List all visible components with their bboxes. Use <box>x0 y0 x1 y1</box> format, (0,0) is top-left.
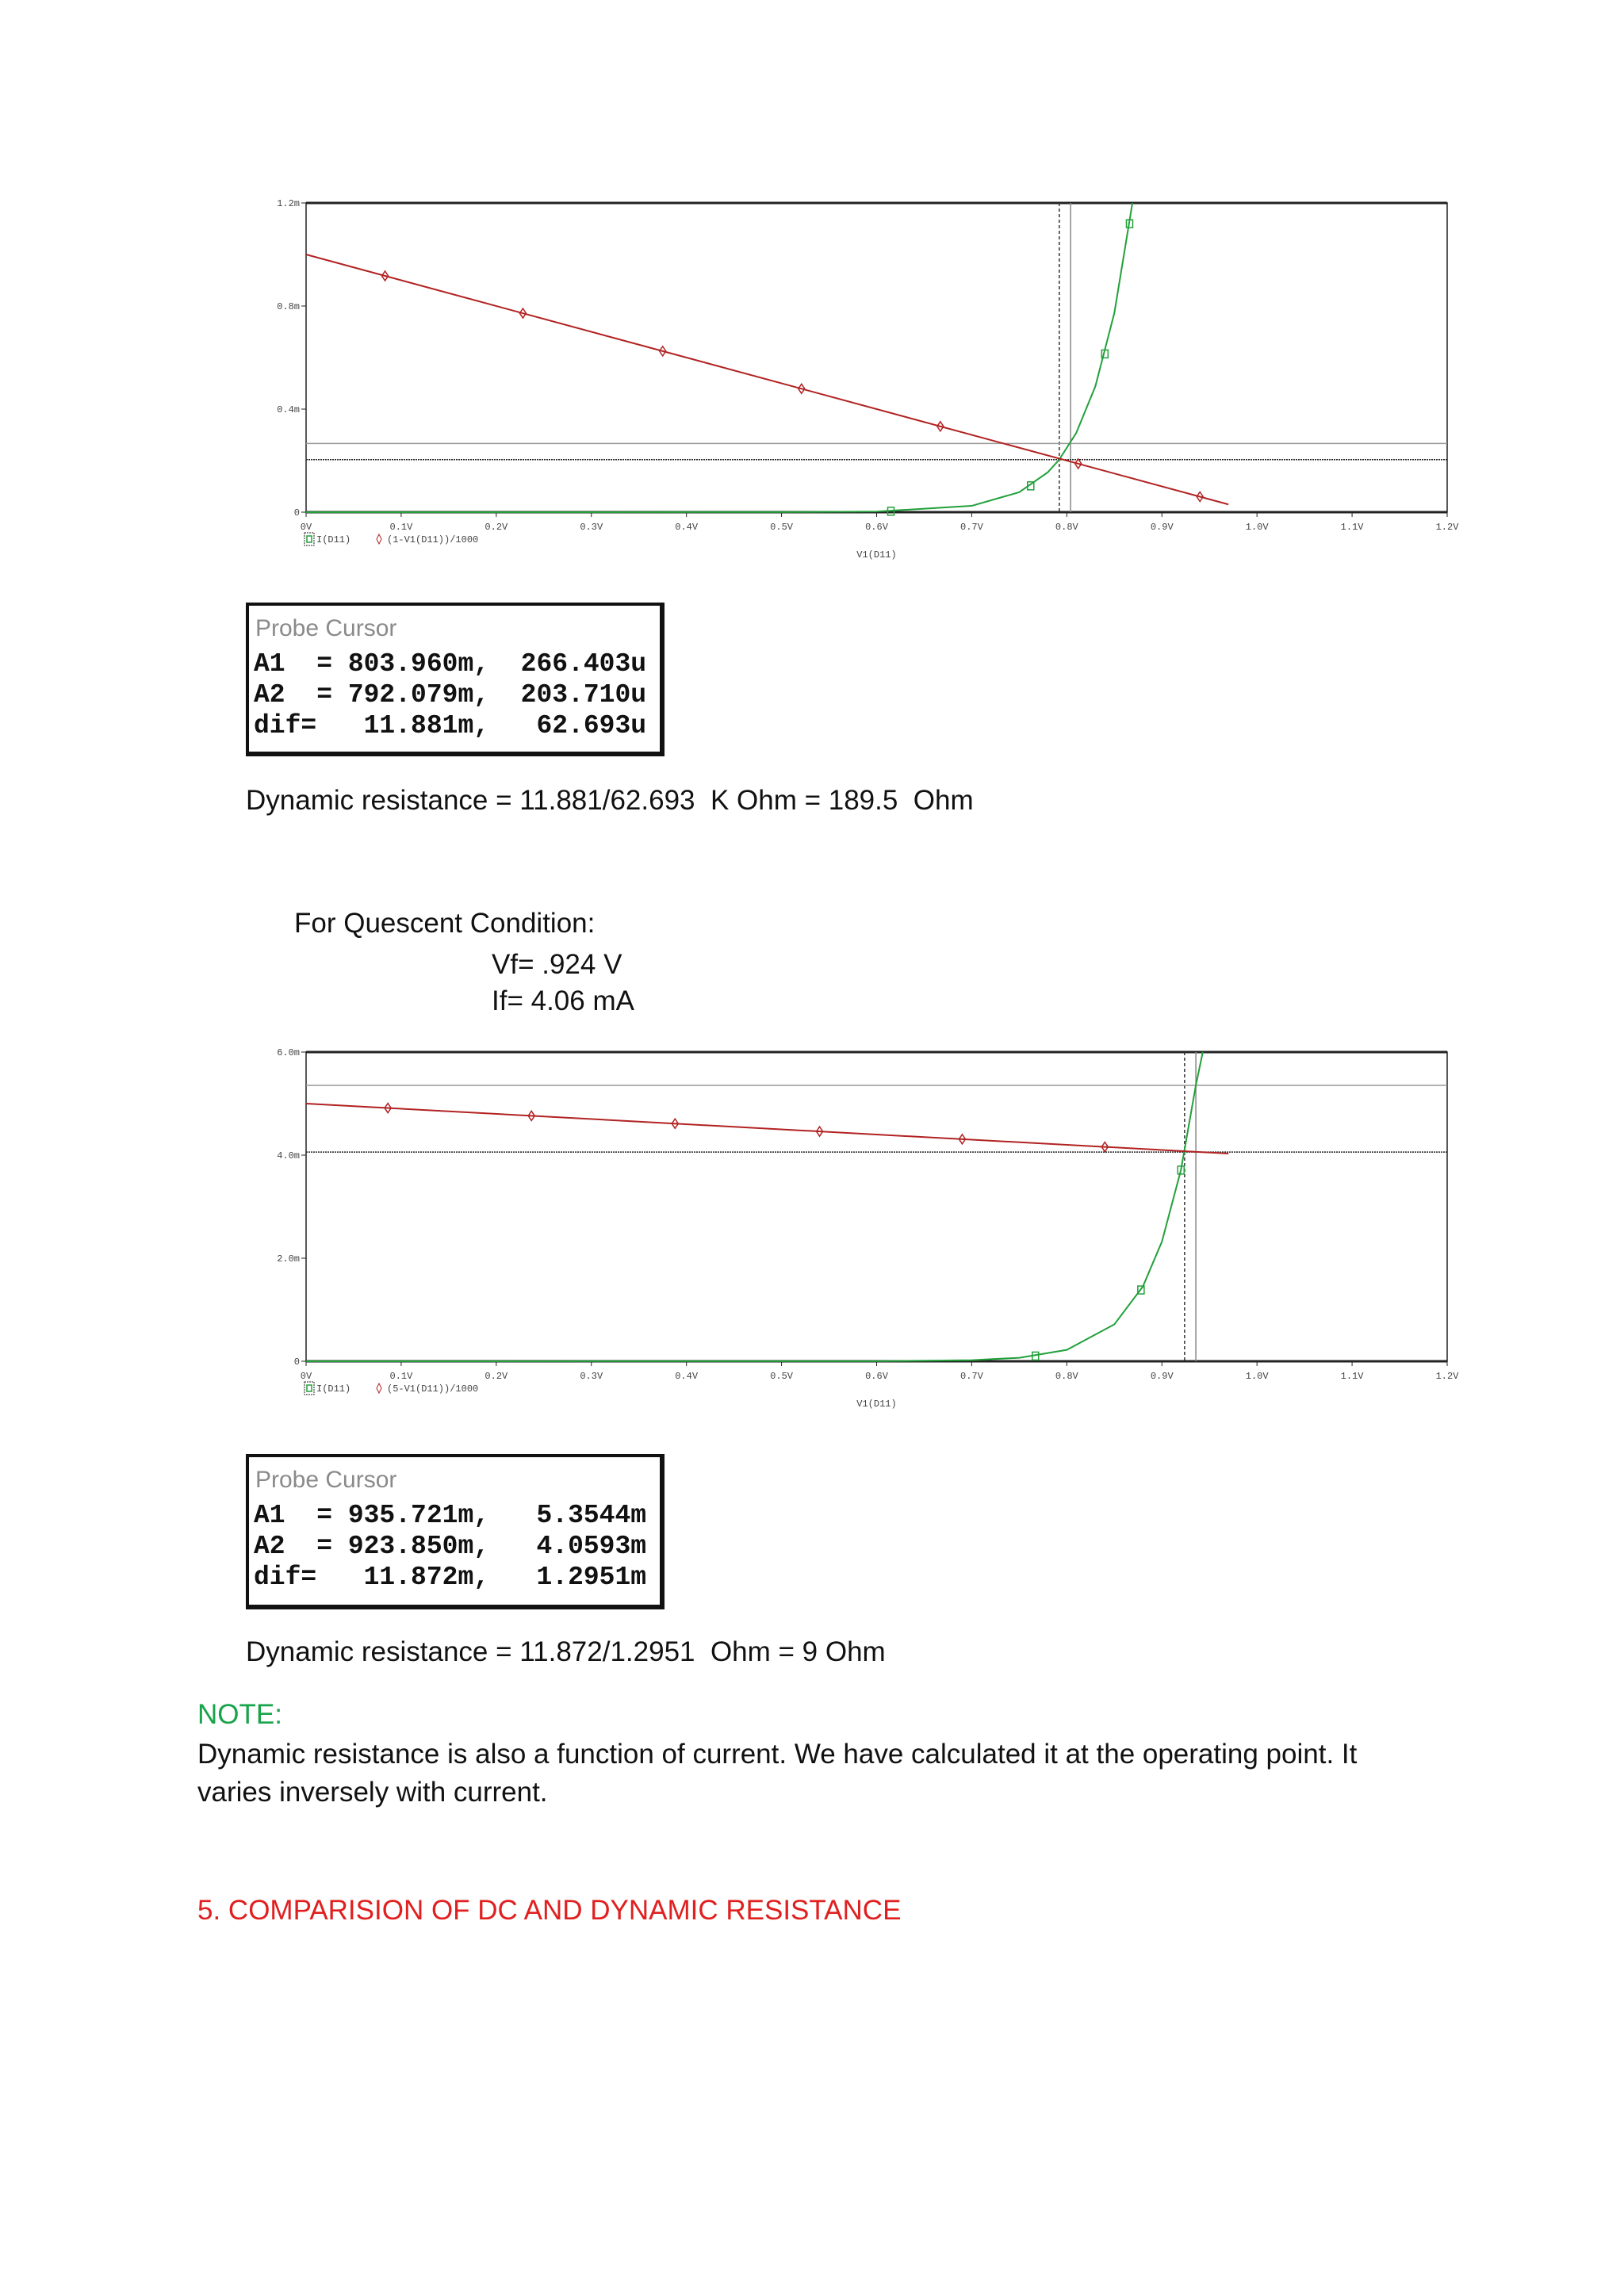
x-tick-label: 1.2V <box>1435 522 1459 533</box>
load-line-chart-1 <box>238 187 1475 568</box>
series-line-diamond <box>306 254 1228 504</box>
legend-label: (5-V1(D11))/1000 <box>387 1383 479 1395</box>
x-tick-label: 0.5V <box>770 522 793 533</box>
vf-value: Vf= .924 V <box>492 949 622 980</box>
y-tick-label: 2.0m <box>277 1253 300 1265</box>
x-tick-label: 0.8V <box>1055 522 1078 533</box>
series-line-square <box>306 203 1132 512</box>
load-line-chart-2 <box>238 1036 1475 1417</box>
x-tick-label: 1.1V <box>1340 1371 1364 1382</box>
x-tick-label: 0.1V <box>389 1371 413 1382</box>
x-tick-label: 0.7V <box>960 522 983 533</box>
y-tick-label: 0 <box>293 1357 300 1368</box>
x-tick-label: 1.1V <box>1340 522 1364 533</box>
plot-frame <box>306 1052 1447 1361</box>
legend-square-icon <box>307 536 312 542</box>
y-tick-label: 0.4m <box>277 404 300 415</box>
x-tick-label: 0.4V <box>675 522 699 533</box>
note-line-1: Dynamic resistance is also a function of current. We have calculated it at the operating point. It <box>197 1739 1358 1770</box>
legend-label: I(D11) <box>316 534 351 545</box>
probe-cursor-title: Probe Cursor <box>255 615 397 641</box>
legend-diamond-icon <box>377 534 381 544</box>
probe-cursor-title: Probe Cursor <box>255 1467 397 1493</box>
series-line-diamond <box>306 1104 1228 1154</box>
probe-cursor-panel-1 <box>246 603 665 756</box>
y-tick-label: 4.0m <box>277 1150 300 1161</box>
y-tick-label: 6.0m <box>277 1047 300 1058</box>
probe-cursor-panel-2 <box>246 1454 665 1609</box>
x-tick-label: 0.7V <box>960 1371 983 1382</box>
legend-diamond-icon <box>377 1383 381 1393</box>
x-tick-label: 0.6V <box>865 522 888 533</box>
x-tick-label: 0.3V <box>580 1371 603 1382</box>
x-tick-label: 1.0V <box>1245 1371 1269 1382</box>
y-tick-label: 1.2m <box>277 198 300 209</box>
x-tick-label: 0.4V <box>675 1371 699 1382</box>
series-line-square <box>306 1052 1203 1361</box>
plot-frame <box>306 203 1447 512</box>
if-value: If= 4.06 mA <box>492 985 634 1016</box>
x-tick-label: 0.2V <box>485 522 508 533</box>
probe-row-a1: A1 = 935.721m, 5.3544m <box>254 1501 647 1530</box>
x-tick-label: 0.5V <box>770 1371 793 1382</box>
y-tick-label: 0 <box>293 507 300 519</box>
x-tick-label: 0.9V <box>1150 1371 1174 1382</box>
x-axis-label: V1(D11) <box>856 549 897 561</box>
probe-row-dif: dif= 11.872m, 1.2951m <box>254 1563 647 1592</box>
legend-focus-box <box>304 1382 314 1395</box>
x-tick-label: 0.8V <box>1055 1371 1078 1382</box>
legend-focus-box <box>304 533 314 545</box>
dynamic-resistance-result-2: Dynamic resistance = 11.872/1.2951 Ohm = 9 Ohm <box>246 1636 886 1667</box>
note-label: NOTE: <box>197 1699 282 1730</box>
x-tick-label: 0.1V <box>389 522 413 533</box>
legend-label: I(D11) <box>316 1383 351 1395</box>
x-tick-label: 0.2V <box>485 1371 508 1382</box>
x-tick-label: 0.9V <box>1150 522 1174 533</box>
section-heading: 5. COMPARISION OF DC AND DYNAMIC RESISTANCE <box>197 1895 902 1926</box>
note-line-2: varies inversely with current. <box>197 1777 548 1808</box>
dynamic-resistance-result-1: Dynamic resistance = 11.881/62.693 K Ohm = 189.5 Ohm <box>246 785 974 816</box>
x-tick-label: 0.6V <box>865 1371 888 1382</box>
probe-row-a2: A2 = 923.850m, 4.0593m <box>254 1532 647 1561</box>
probe-row-a2: A2 = 792.079m, 203.710u <box>254 680 647 710</box>
x-tick-label: 0.3V <box>580 522 603 533</box>
quiescent-heading: For Quescent Condition: <box>294 908 596 939</box>
probe-row-dif: dif= 11.881m, 62.693u <box>254 711 647 740</box>
legend-square-icon <box>307 1385 312 1391</box>
x-tick-label: 1.2V <box>1435 1371 1459 1382</box>
x-tick-label: 0V <box>300 522 312 533</box>
probe-row-a1: A1 = 803.960m, 266.403u <box>254 649 647 679</box>
y-tick-label: 0.8m <box>277 301 300 312</box>
x-axis-label: V1(D11) <box>856 1399 897 1410</box>
x-tick-label: 1.0V <box>1245 522 1269 533</box>
legend-label: (1-V1(D11))/1000 <box>387 534 479 545</box>
x-tick-label: 0V <box>300 1371 312 1382</box>
